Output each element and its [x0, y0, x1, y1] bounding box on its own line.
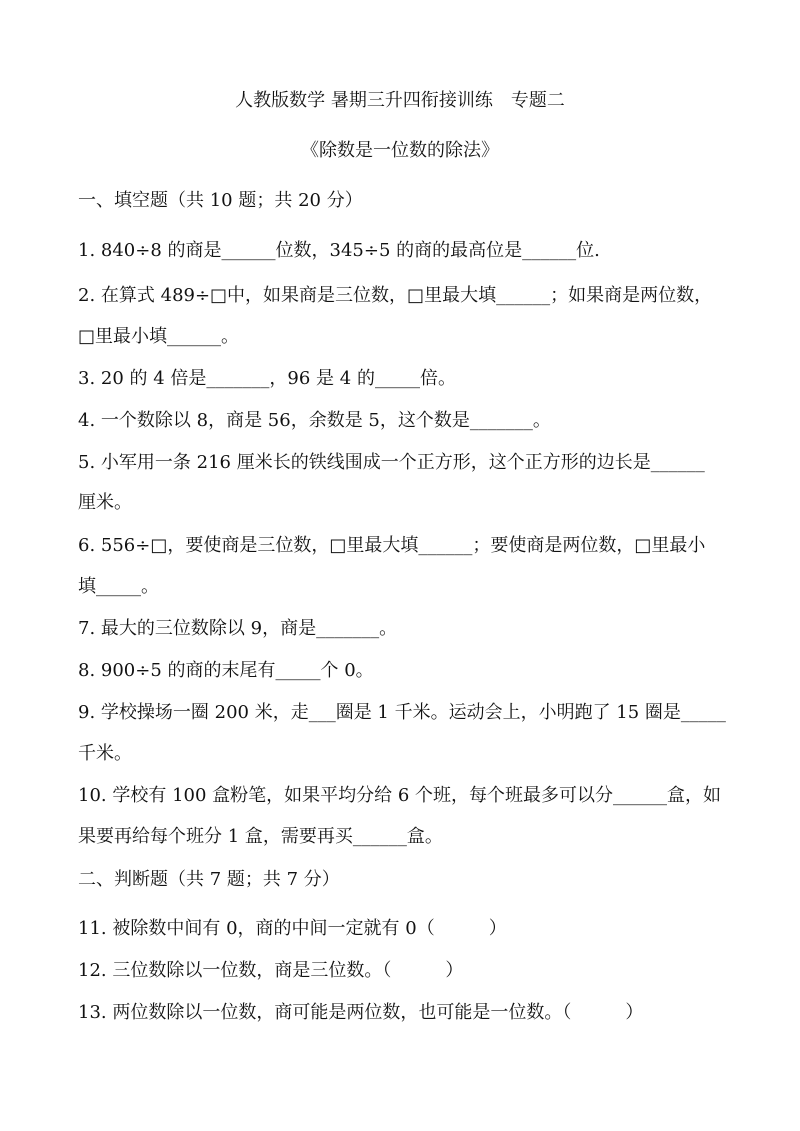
question-line: 7. 最大的三位数除以 9，商是_______。: [78, 618, 398, 639]
section-heading-fill-blank: 一、填空题（共 10 题；共 20 分）: [78, 190, 363, 211]
question-line: 4. 一个数除以 8，商是 56，余数是 5，这个数是_______。: [78, 410, 551, 431]
question-line: 11. 被除数中间有 0，商的中间一定就有 0（ ）: [78, 918, 507, 939]
question-line: 5. 小军用一条 216 厘米长的铁线围成一个正方形，这个正方形的边长是______: [78, 452, 705, 473]
question-line: 千米。: [78, 743, 132, 764]
question-line: 6. 556÷□，要使商是三位数，□里最大填______；要使商是两位数，□里最小: [78, 535, 706, 556]
question-line: 厘米。: [78, 492, 132, 513]
question-line: 13. 两位数除以一位数，商可能是两位数，也可能是一位数。（ ）: [78, 1002, 644, 1023]
question-line: 填_____。: [78, 576, 159, 597]
question-line: □里最小填______。: [78, 326, 240, 347]
question-line: 9. 学校操场一圈 200 米，走___圈是 1 千米。运动会上，小明跑了 15 圈是_____: [78, 702, 726, 723]
question-line: 1. 840÷8 的商是______位数，345÷5 的商的最高位是______位.: [78, 240, 600, 261]
question-line: 8. 900÷5 的商的末尾有_____个 0。: [78, 660, 374, 681]
question-line: 果要再给每个班分 1 盒，需要再买______盒。: [78, 826, 443, 847]
question-line: 10. 学校有 100 盒粉笔，如果平均分给 6 个班，每个班最多可以分______盒，如: [78, 785, 722, 806]
page-title: 人教版数学 暑期三升四衔接训练 专题二: [235, 90, 565, 111]
question-line: 12. 三位数除以一位数，商是三位数。（ ）: [78, 960, 464, 981]
question-line: 2. 在算式 489÷□中，如果商是三位数，□里最大填______；如果商是两位数，: [78, 285, 713, 306]
section-heading-true-false: 二、判断题（共 7 题；共 7 分）: [78, 869, 340, 890]
question-line: 3. 20 的 4 倍是_______，96 是 4 的_____倍。: [78, 368, 456, 389]
page-subtitle: 《除数是一位数的除法》: [301, 140, 499, 161]
